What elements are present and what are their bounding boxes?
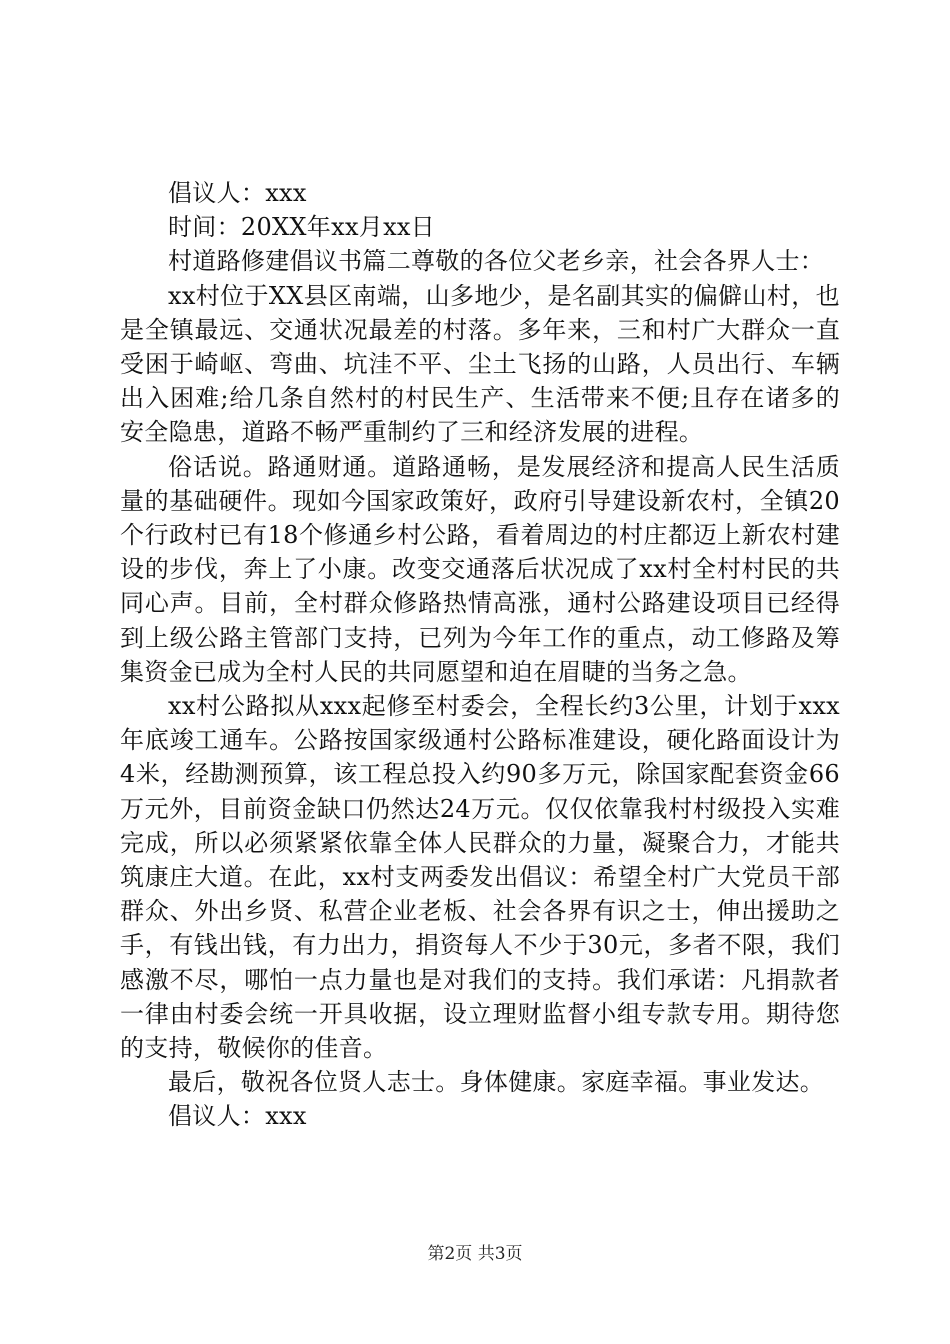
paragraph-closing-wishes: 最后，敬祝各位贤人志士。身体健康。家庭幸福。事业发达。 (168, 1068, 825, 1097)
paragraph-village-intro: xx村位于XX县区南端，山多地少，是名副其实的偏僻山村，也是全镇最远、交通状况最差的村落。多年来，三和村广大群众一直受困于崎岖、弯曲、坑洼不平、尘土飞扬的山路，人员出行、车辆出入困难;给几条自然村的村民生产、生活带来不便;且存在诸多的安全隐患，道路不畅严重制约了三和经济发展的进程。 (120, 281, 840, 447)
date-line: 时间：20XX年xx月xx日 (168, 213, 436, 242)
signer-line-top: 倡议人：xxx (168, 179, 307, 207)
paragraph-salutation: 村道路修建倡议书篇二尊敬的各位父老乡亲，社会各界人士： (168, 247, 825, 276)
paragraph-road-importance: 俗话说。路通财通。道路通畅，是发展经济和提高人民生活质量的基础硬件。现如今国家政策好，政府引导建设新农村，全镇20个行政村已有18个修通乡村公路，看着周边的村庄都迈上新农村建设的步伐，奔上了小康。改变交通落后状况成了xx村全村村民的共同心声。目前，全村群众修路热情高涨，通村公路建设项目已经得到上级公路主管部门支持，已列为今年工作的重点，动工修路及筹集资金已成为全村人民的共同愿望和迫在眉睫的当务之急。 (120, 452, 840, 686)
page-footer (0, 1243, 950, 1265)
signer-line-bottom: 倡议人：xxx (168, 1102, 307, 1131)
page-number-indicator: 第2页 共3页 (427, 1244, 523, 1264)
paragraph-funding-appeal: xx村公路拟从xxx起修至村委会，全程长约3公里，计划于xxx年底竣工通车。公路按国家级通村公路标准建设，硬化路面设计为4米，经勘测预算，该工程总投入约90多万元，除国家配套资金66万元外，目前资金缺口仍然达24万元。仅仅依靠我村村级投入实难完成，所以必须紧紧依靠全体人民群众的力量，凝聚合力，才能共筑康庄大道。在此，xx村支两委发出倡议：希望全村广大党员干部群众、外出乡贤、私营企业老板、社会各界有识之士，伸出援助之手，有钱出钱，有力出力，捐资每人不少于30元，多者不限，我们感激不尽，哪怕一点力量也是对我们的支持。我们承诺：凡捐款者一律由村委会统一开具收据，设立理财监督小组专款专用。期待您的支持，敬候你的佳音。 (120, 692, 840, 1063)
document-body (120, 176, 840, 1134)
